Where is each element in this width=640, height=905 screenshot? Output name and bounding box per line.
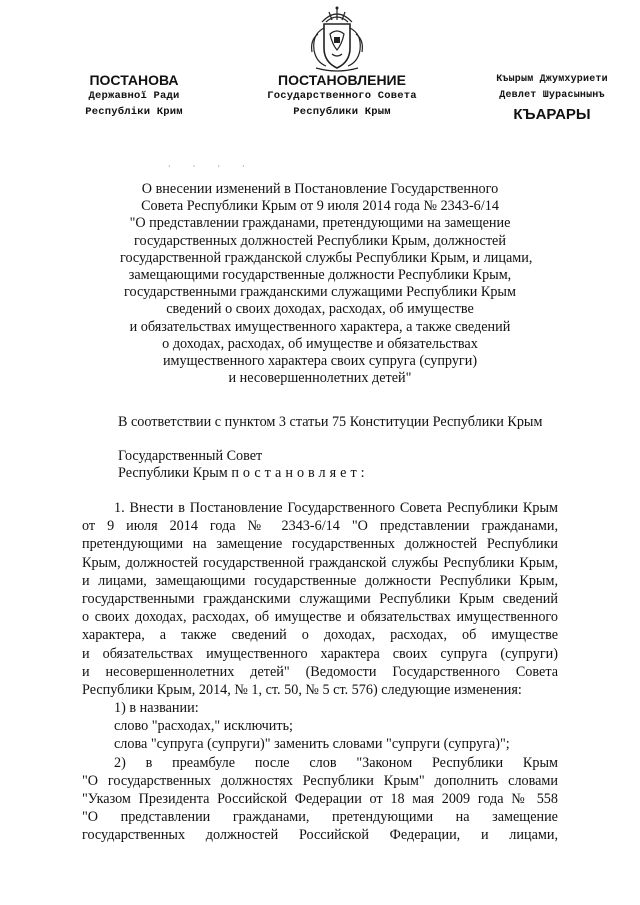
paragraph-line: "Указом Президента Российской Федерации от 18 мая 2009 года № 558 [82, 791, 558, 807]
paragraph-line: о своих доходах, расходах, об имуществе и обязательствах имущественного [82, 609, 558, 626]
header-ukrainian [74, 72, 194, 120]
paragraph-line: государственных должностей Российской Федерации, и лицами, [82, 827, 558, 844]
paragraph-line: характера, а также сведений о доходах, расходах, об имуществе [82, 627, 558, 644]
header-left-line2: Республіки Крим [85, 106, 183, 118]
sub-heading: 1) в названии: [114, 700, 199, 717]
header-center-line2: Республики Крым [293, 106, 391, 118]
sub-item: слово "расходах," исключить; [114, 718, 293, 735]
title-line: государственных должностей Республики Крым, должностей [134, 232, 506, 249]
paragraph-line: "О государственных должностях Республики Крым" дополнить словами [82, 772, 558, 789]
header-left-title: ПОСТАНОВА [89, 72, 179, 88]
paragraph-line: государственными гражданскими служащими Республики Крым сведений [82, 590, 558, 607]
title-line: замещающими государственные должности Республики Крым, [128, 267, 512, 284]
council-name-cont: Республики Крым [118, 465, 228, 481]
paragraph-line: 1. Внести в Постановление Государственного Совета Республики Крым [114, 500, 558, 516]
title-line: Совета Республики Крым от 9 июля 2014 года № 2343-6/14 [141, 198, 499, 215]
header-center-line1: Государственного Совета [267, 90, 417, 102]
paragraph-line: "О представлении гражданами, претендующими на замещение [82, 809, 558, 826]
document-title [120, 181, 533, 387]
header-right-line2: Девлет Шурасынынъ [499, 90, 605, 101]
header-right-title: КЪАРАРЫ [513, 106, 591, 123]
paragraph-line: 2) в преамбуле после слов "Законом Республики Крым [114, 754, 558, 771]
sub-item: слова "супруга (супруги)" заменить словами "супруги (супруга)"; [114, 736, 510, 753]
crimea-coat-of-arms-icon [304, 4, 370, 74]
header-center-title: ПОСТАНОВЛЕНИЕ [278, 72, 406, 88]
stamp-marks: · · · · [168, 162, 255, 171]
paragraph-line: Республики Крым, 2014, № 1, ст. 50, № 5 ст. 576) следующие изменения: [82, 681, 522, 698]
paragraph-line: претендующими на замещение государственных должностей Республики [82, 536, 558, 553]
paragraph-line: и несовершеннолетних детей" (Ведомости Государственного Совета [82, 663, 558, 680]
title-line: государственными гражданскими служащими Республики Крым [124, 284, 516, 301]
header-right-line1: Къырым Джумхуриети [496, 74, 608, 85]
resolves-word: постановляет: [231, 465, 369, 481]
title-line: и обязательствах имущественного характера, а также сведений [129, 318, 511, 335]
council-resolves [118, 465, 369, 482]
title-line: государственной гражданской службы Республики Крым, и лицами, [120, 249, 533, 266]
paragraph-line: Крым, должностей государственной гражданской службы Республики Крым, [82, 554, 558, 571]
council-name: Государственный Совет [118, 448, 263, 464]
title-line: О внесении изменений в Постановление Государственного [141, 181, 499, 197]
legal-basis: В соответствии с пунктом 3 статьи 75 Конституции Республики Крым [118, 414, 543, 430]
operative-text [82, 499, 558, 845]
title-line: "О представлении гражданами, претендующими на замещение [129, 215, 511, 232]
paragraph-line: и обязательствах имущественного характера своих супруга (супруги) [82, 645, 558, 662]
title-line: имущественного характера своих супруга (супруги) [162, 353, 478, 370]
title-line: о доходах, расходах, об имуществе и обязательствах [162, 335, 478, 352]
header-russian [262, 72, 422, 120]
title-line: сведений о своих доходах, расходах, об имуществе [166, 301, 474, 318]
header-crimean-tatar [462, 72, 640, 123]
paragraph-line: и лицами, замещающими государственные должности Республики Крым, [82, 572, 558, 589]
paragraph-line: от 9 июля 2014 года № 2343-6/14 "О представлении гражданами, [82, 518, 558, 535]
title-line: и несовершеннолетних детей" [228, 370, 412, 387]
header-left-line1: Державної Ради [88, 90, 180, 102]
